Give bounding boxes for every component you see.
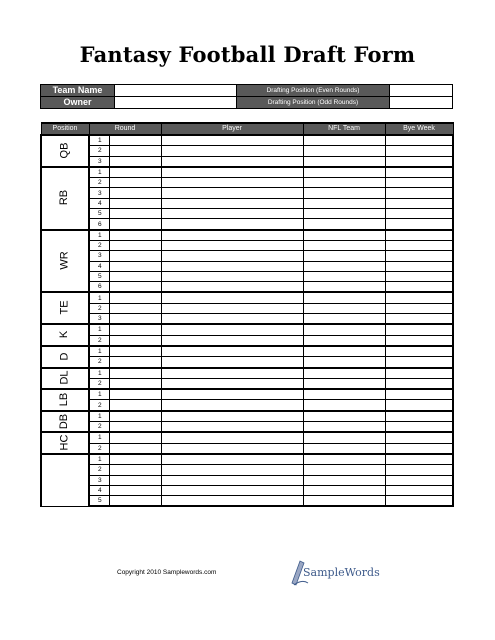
draft-row: [41, 314, 453, 325]
bye-week-field[interactable]: [385, 400, 453, 411]
bye-week-field[interactable]: [385, 209, 453, 219]
round-number: 2: [89, 240, 109, 250]
bye-week-field[interactable]: [385, 475, 453, 485]
owner-field[interactable]: [115, 97, 237, 109]
player-field[interactable]: [161, 282, 303, 293]
draft-row: [41, 188, 453, 198]
round-field[interactable]: [109, 422, 161, 433]
round-number: 4: [89, 261, 109, 271]
nfl-team-field[interactable]: [303, 178, 385, 188]
round-number: 1: [89, 432, 109, 443]
nfl-team-field[interactable]: [303, 465, 385, 475]
nfl-team-field[interactable]: [303, 335, 385, 346]
nfl-team-field[interactable]: [303, 146, 385, 156]
round-field[interactable]: [109, 314, 161, 325]
player-field[interactable]: [161, 209, 303, 219]
odd-rounds-label: Drafting Position (Odd Rounds): [237, 97, 390, 109]
player-field[interactable]: [161, 261, 303, 271]
header-bye-week: Bye Week: [385, 123, 453, 135]
round-field[interactable]: [109, 178, 161, 188]
nfl-team-field[interactable]: [303, 251, 385, 261]
player-field[interactable]: [161, 188, 303, 198]
draft-row: [41, 146, 453, 156]
position-text: HC: [58, 434, 71, 451]
position-label: [41, 368, 89, 390]
round-field[interactable]: [109, 282, 161, 293]
draft-row: [41, 303, 453, 313]
draft-row: [41, 324, 453, 335]
round-field[interactable]: [109, 303, 161, 313]
nfl-team-field[interactable]: [303, 422, 385, 433]
round-number: 2: [89, 178, 109, 188]
draft-row: [41, 378, 453, 389]
nfl-team-field[interactable]: [303, 271, 385, 281]
round-field[interactable]: [109, 346, 161, 357]
round-field[interactable]: [109, 156, 161, 167]
nfl-team-field[interactable]: [303, 230, 385, 241]
bye-week-field[interactable]: [385, 443, 453, 454]
round-number: 2: [89, 146, 109, 156]
bye-week-field[interactable]: [385, 389, 453, 400]
round-field[interactable]: [109, 378, 161, 389]
round-number: 2: [89, 303, 109, 313]
player-field[interactable]: [161, 346, 303, 357]
player-field[interactable]: [161, 230, 303, 241]
bye-week-field[interactable]: [385, 357, 453, 368]
team-name-label: Team Name: [41, 85, 115, 97]
player-field[interactable]: [161, 178, 303, 188]
draft-row: [41, 230, 453, 241]
position-text: RB: [58, 190, 71, 206]
player-field[interactable]: [161, 219, 303, 230]
bye-week-field[interactable]: [385, 411, 453, 422]
player-field[interactable]: [161, 198, 303, 208]
bye-week-field[interactable]: [385, 135, 453, 146]
round-field[interactable]: [109, 209, 161, 219]
bye-week-field[interactable]: [385, 271, 453, 281]
draft-row: [41, 271, 453, 281]
bye-week-field[interactable]: [385, 219, 453, 230]
round-number: 4: [89, 485, 109, 495]
nfl-team-field[interactable]: [303, 314, 385, 325]
round-number: 1: [89, 230, 109, 241]
bye-week-field[interactable]: [385, 378, 453, 389]
player-field[interactable]: [161, 357, 303, 368]
player-field[interactable]: [161, 156, 303, 167]
bye-week-field[interactable]: [385, 146, 453, 156]
round-number: 1: [89, 389, 109, 400]
round-field[interactable]: [109, 135, 161, 146]
round-number: 6: [89, 219, 109, 230]
bye-week-field[interactable]: [385, 314, 453, 325]
player-field[interactable]: [161, 146, 303, 156]
bye-week-field[interactable]: [385, 156, 453, 167]
draft-row: [41, 335, 453, 346]
player-field[interactable]: [161, 443, 303, 454]
nfl-team-field[interactable]: [303, 282, 385, 293]
position-text: DB: [58, 413, 71, 429]
round-field[interactable]: [109, 251, 161, 261]
draft-row: [41, 198, 453, 208]
draft-table: [40, 122, 454, 507]
position-text: LB: [58, 392, 71, 407]
round-field[interactable]: [109, 411, 161, 422]
position-label: [41, 432, 89, 454]
player-field[interactable]: [161, 465, 303, 475]
player-field[interactable]: [161, 167, 303, 178]
nfl-team-field[interactable]: [303, 156, 385, 167]
round-field[interactable]: [109, 188, 161, 198]
round-number: 3: [89, 156, 109, 167]
draft-row: [41, 156, 453, 167]
round-field[interactable]: [109, 368, 161, 379]
player-field[interactable]: [161, 251, 303, 261]
round-field[interactable]: [109, 454, 161, 465]
bye-week-field[interactable]: [385, 303, 453, 313]
round-number: 2: [89, 422, 109, 433]
round-number: 3: [89, 314, 109, 325]
round-field[interactable]: [109, 485, 161, 495]
nfl-team-field[interactable]: [303, 411, 385, 422]
round-number: 5: [89, 271, 109, 281]
bye-week-field[interactable]: [385, 485, 453, 495]
draft-row: [41, 443, 453, 454]
round-field[interactable]: [109, 475, 161, 485]
player-field[interactable]: [161, 422, 303, 433]
round-field[interactable]: [109, 389, 161, 400]
draft-row: [41, 209, 453, 219]
bye-week-field[interactable]: [385, 335, 453, 346]
bye-week-field[interactable]: [385, 282, 453, 293]
draft-row: [41, 432, 453, 443]
position-label: [41, 411, 89, 433]
player-field[interactable]: [161, 389, 303, 400]
player-field[interactable]: [161, 432, 303, 443]
round-field[interactable]: [109, 292, 161, 303]
draft-row: [41, 219, 453, 230]
nfl-team-field[interactable]: [303, 432, 385, 443]
page-title: Fantasy Football Draft Form: [79, 42, 416, 67]
round-field[interactable]: [109, 240, 161, 250]
position-label: [41, 230, 89, 293]
position-label: [41, 167, 89, 230]
team-info-table: [40, 84, 453, 109]
nfl-team-field[interactable]: [303, 496, 385, 507]
round-field[interactable]: [109, 271, 161, 281]
draft-row: [41, 496, 453, 507]
team-name-field[interactable]: [115, 85, 237, 97]
draft-row: [41, 485, 453, 495]
round-field[interactable]: [109, 146, 161, 156]
bye-week-field[interactable]: [385, 198, 453, 208]
player-field[interactable]: [161, 475, 303, 485]
draft-row: [41, 282, 453, 293]
nfl-team-field[interactable]: [303, 240, 385, 250]
nfl-team-field[interactable]: [303, 389, 385, 400]
draft-row: [41, 251, 453, 261]
draft-row: [41, 135, 453, 146]
player-field[interactable]: [161, 292, 303, 303]
round-number: 2: [89, 443, 109, 454]
round-number: 3: [89, 188, 109, 198]
round-number: 1: [89, 454, 109, 465]
copyright-text: Copyright 2010 Samplewords.com: [117, 569, 217, 576]
bye-week-field[interactable]: [385, 261, 453, 271]
position-text: WR: [58, 251, 71, 270]
bye-week-field[interactable]: [385, 292, 453, 303]
draft-row: [41, 400, 453, 411]
position-text: DL: [58, 370, 71, 385]
player-field[interactable]: [161, 240, 303, 250]
round-number: 1: [89, 167, 109, 178]
position-text: QB: [58, 142, 71, 159]
nfl-team-field[interactable]: [303, 485, 385, 495]
bye-week-field[interactable]: [385, 240, 453, 250]
even-rounds-field[interactable]: [390, 85, 453, 97]
even-rounds-label: Drafting Position (Even Rounds): [237, 85, 390, 97]
draft-row: [41, 240, 453, 250]
draft-row: [41, 475, 453, 485]
bye-week-field[interactable]: [385, 188, 453, 198]
header-nfl-team: NFL Team: [303, 123, 385, 135]
bye-week-field[interactable]: [385, 465, 453, 475]
round-number: 5: [89, 209, 109, 219]
player-field[interactable]: [161, 411, 303, 422]
player-field[interactable]: [161, 324, 303, 335]
position-label: [41, 389, 89, 411]
bye-week-field[interactable]: [385, 454, 453, 465]
draft-row: [41, 178, 453, 188]
round-field[interactable]: [109, 261, 161, 271]
nfl-team-field[interactable]: [303, 135, 385, 146]
round-field[interactable]: [109, 465, 161, 475]
draft-row: [41, 346, 453, 357]
round-number: 1: [89, 411, 109, 422]
position-text: K: [58, 330, 71, 339]
round-number: 3: [89, 251, 109, 261]
player-field[interactable]: [161, 271, 303, 281]
nfl-team-field[interactable]: [303, 188, 385, 198]
round-field[interactable]: [109, 198, 161, 208]
round-number: 1: [89, 346, 109, 357]
nfl-team-field[interactable]: [303, 475, 385, 485]
nfl-team-field[interactable]: [303, 357, 385, 368]
player-field[interactable]: [161, 303, 303, 313]
nfl-team-field[interactable]: [303, 454, 385, 465]
round-number: 1: [89, 135, 109, 146]
header-round: Round: [89, 123, 161, 135]
draft-row: [41, 167, 453, 178]
draft-row: [41, 422, 453, 433]
bye-week-field[interactable]: [385, 432, 453, 443]
bye-week-field[interactable]: [385, 496, 453, 507]
round-field[interactable]: [109, 357, 161, 368]
round-field[interactable]: [109, 219, 161, 230]
odd-rounds-field[interactable]: [390, 97, 453, 109]
round-number: 2: [89, 357, 109, 368]
draft-row: [41, 389, 453, 400]
nfl-team-field[interactable]: [303, 346, 385, 357]
round-number: 3: [89, 475, 109, 485]
logo-text: SampleWords: [303, 566, 380, 579]
round-number: 1: [89, 324, 109, 335]
draft-row: [41, 292, 453, 303]
position-text: D: [58, 352, 71, 361]
player-field[interactable]: [161, 454, 303, 465]
player-field[interactable]: [161, 485, 303, 495]
nfl-team-field[interactable]: [303, 368, 385, 379]
round-field[interactable]: [109, 432, 161, 443]
bye-week-field[interactable]: [385, 422, 453, 433]
nfl-team-field[interactable]: [303, 443, 385, 454]
round-number: 2: [89, 335, 109, 346]
round-number: 6: [89, 282, 109, 293]
round-field[interactable]: [109, 496, 161, 507]
player-field[interactable]: [161, 135, 303, 146]
position-label: [41, 324, 89, 346]
position-text: TE: [58, 300, 71, 315]
draft-body: [41, 135, 453, 506]
nfl-team-field[interactable]: [303, 324, 385, 335]
nfl-team-field[interactable]: [303, 209, 385, 219]
draft-row: [41, 465, 453, 475]
nfl-team-field[interactable]: [303, 292, 385, 303]
round-field[interactable]: [109, 443, 161, 454]
round-field[interactable]: [109, 167, 161, 178]
bye-week-field[interactable]: [385, 167, 453, 178]
player-field[interactable]: [161, 400, 303, 411]
round-field[interactable]: [109, 230, 161, 241]
position-label: [41, 135, 89, 167]
bye-week-field[interactable]: [385, 324, 453, 335]
nfl-team-field[interactable]: [303, 303, 385, 313]
position-label: [41, 454, 89, 506]
round-number: 5: [89, 496, 109, 507]
bye-week-field[interactable]: [385, 178, 453, 188]
draft-row: [41, 357, 453, 368]
header-position: Position: [41, 123, 89, 135]
header-player: Player: [161, 123, 303, 135]
nfl-team-field[interactable]: [303, 167, 385, 178]
bye-week-field[interactable]: [385, 368, 453, 379]
player-field[interactable]: [161, 496, 303, 507]
player-field[interactable]: [161, 378, 303, 389]
round-field[interactable]: [109, 324, 161, 335]
nfl-team-field[interactable]: [303, 198, 385, 208]
round-field[interactable]: [109, 400, 161, 411]
player-field[interactable]: [161, 335, 303, 346]
round-number: 1: [89, 292, 109, 303]
round-number: 2: [89, 400, 109, 411]
draft-row: [41, 454, 453, 465]
position-label: [41, 292, 89, 324]
draft-row: [41, 261, 453, 271]
round-number: 2: [89, 465, 109, 475]
position-label: [41, 346, 89, 368]
owner-label: Owner: [41, 97, 115, 109]
nfl-team-field[interactable]: [303, 261, 385, 271]
nfl-team-field[interactable]: [303, 219, 385, 230]
round-number: 2: [89, 378, 109, 389]
bye-week-field[interactable]: [385, 346, 453, 357]
round-number: 1: [89, 368, 109, 379]
round-field[interactable]: [109, 335, 161, 346]
nfl-team-field[interactable]: [303, 400, 385, 411]
bye-week-field[interactable]: [385, 251, 453, 261]
player-field[interactable]: [161, 314, 303, 325]
nfl-team-field[interactable]: [303, 378, 385, 389]
round-number: 4: [89, 198, 109, 208]
player-field[interactable]: [161, 368, 303, 379]
draft-row: [41, 368, 453, 379]
draft-row: [41, 411, 453, 422]
bye-week-field[interactable]: [385, 230, 453, 241]
